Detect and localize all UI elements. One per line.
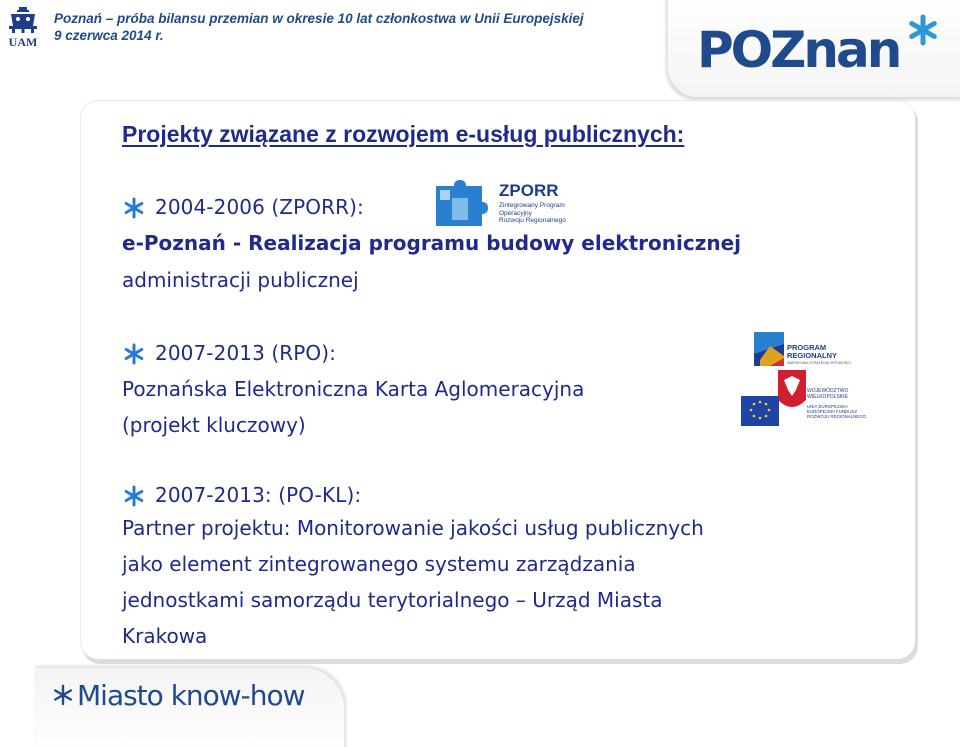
program-emblem-icon bbox=[754, 332, 784, 366]
asterisk-bullet-icon bbox=[123, 343, 145, 365]
zporr-name: ZPORR bbox=[499, 181, 559, 200]
section-3-line-2: jako element zintegrowanego systemu zarządzania bbox=[122, 552, 636, 576]
rpo-region: WOJEWÓDZTWO WIELKOPOLSKIE bbox=[807, 388, 849, 400]
section-3-line-1: Partner projektu: Monitorowanie jakości usług publicznych bbox=[122, 516, 704, 540]
page-title: Projekty związane z rozwojem e-usług publicznych: bbox=[122, 121, 685, 147]
uam-crest-icon bbox=[3, 6, 43, 48]
asterisk-bullet-icon bbox=[123, 197, 145, 219]
brand-wordmark: POZnan bbox=[697, 21, 900, 73]
zporr-subtitle: Zintegrowany Program Operacyjny Rozwoju Regionalnego bbox=[499, 202, 566, 224]
section-2-line-2: (projekt kluczowy) bbox=[122, 413, 306, 437]
section-1-line-2: administracji publicznej bbox=[122, 268, 359, 292]
section-3-title: 2007-2013: (PO-KL): bbox=[155, 483, 362, 507]
rpo-strategy: NARODOWA STRATEGIA SPÓJNOŚCI bbox=[787, 361, 851, 365]
footer-slogan: Miasto know-how bbox=[77, 679, 305, 712]
poznan-logo bbox=[697, 13, 943, 73]
section-3-line-4: Krakowa bbox=[122, 624, 208, 648]
section-2-line-1: Poznańska Elektroniczna Karta Aglomeracyjna bbox=[122, 377, 585, 401]
asterisk-bullet-icon bbox=[123, 485, 145, 507]
eu-flag-icon bbox=[741, 396, 779, 426]
eagle-crest-icon bbox=[778, 370, 806, 407]
puzzle-icon bbox=[436, 180, 488, 226]
section-1-line-1: e-Poznań - Realizacja programu budowy elektronicznej bbox=[122, 231, 742, 255]
section-3-line-3: jednostkami samorządu terytorialnego – Urząd Miasta bbox=[122, 588, 663, 612]
uam-label: UAM bbox=[8, 35, 38, 48]
section-1-title: 2004-2006 (ZPORR): bbox=[155, 195, 364, 219]
asterisk-star-icon bbox=[52, 684, 74, 706]
rpo-eu-text: UNIA EUROPEJSKA EUROPEJSKI FUNDUSZ ROZWOJU REGIONALNEGO bbox=[807, 404, 867, 419]
brand-star-icon bbox=[912, 17, 935, 43]
section-2-title: 2007-2013 (RPO): bbox=[155, 341, 337, 365]
header-date: 9 czerwca 2014 r. bbox=[54, 28, 164, 43]
header-title: Poznań – próba bilansu przemian w okresie 10 lat członkostwa w Unii Europejskiej bbox=[54, 11, 584, 26]
rpo-name: PROGRAM REGIONALNY bbox=[787, 343, 838, 360]
